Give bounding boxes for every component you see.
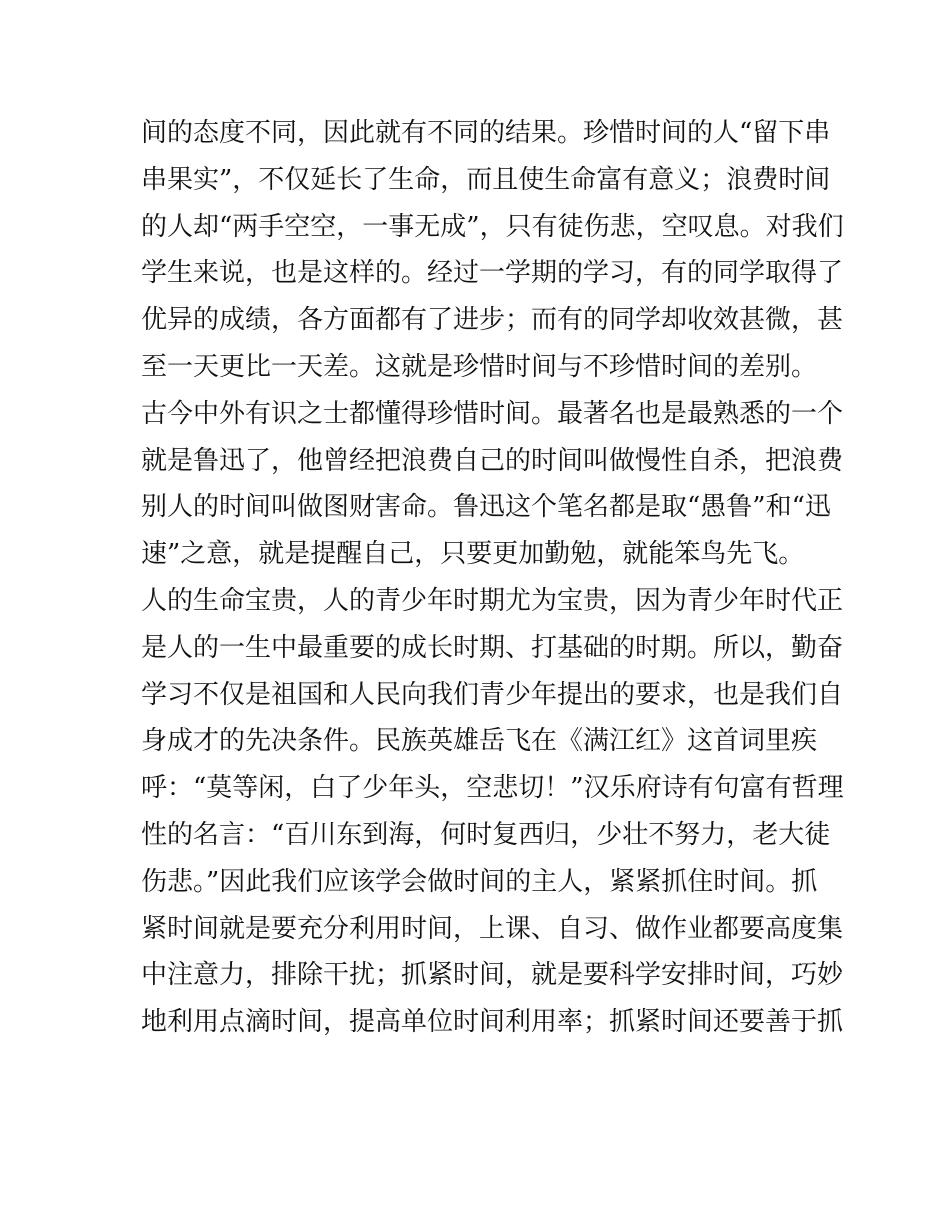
- text-line: 呼：“莫等闲，白了少年头，空悲切！”汉乐府诗有句富有哲理: [141, 773, 844, 804]
- text-line: 身成才的先决条件。民族英雄岳飞在《满江红》这首词里疾: [141, 726, 818, 757]
- body-text: [141, 110, 844, 1046]
- text-line: 学习不仅是祖国和人民向我们青少年提出的要求，也是我们自: [141, 679, 844, 710]
- text-line: 紧时间就是要充分利用时间，上课、自习、做作业都要高度集: [141, 913, 844, 944]
- text-line: 至一天更比一天差。这就是珍惜时间与不珍惜时间的差别。: [141, 351, 818, 382]
- text-line: 的人却“两手空空，一事无成”，只有徒伤悲，空叹息。对我们: [141, 211, 844, 242]
- text-line: 别人的时间叫做图财害命。鲁迅这个笔名都是取“愚鲁”和“迅: [141, 492, 831, 523]
- text-line: 间的态度不同，因此就有不同的结果。珍惜时间的人“留下串: [141, 118, 831, 148]
- text-line: 地利用点滴时间，提高单位时间利用率；抓紧时间还要善于抓: [141, 1007, 844, 1038]
- text-line: 古今中外有识之士都懂得珍惜时间。最著名也是最熟悉的一个: [141, 398, 844, 429]
- text-line: 伤悲。”因此我们应该学会做时间的主人，紧紧抓住时间。抓: [141, 866, 818, 897]
- text-line: 学生来说，也是这样的。经过一学期的学习，有的同学取得了: [141, 258, 844, 289]
- text-line: 优异的成绩，各方面都有了进步；而有的同学却收效甚微，甚: [141, 305, 844, 336]
- text-line: 性的名言：“百川东到海，何时复西归，少壮不努力，老大徒: [141, 819, 831, 850]
- text-line: 串果实”，不仅延长了生命，而且使生命富有意义；浪费时间: [141, 164, 831, 195]
- text-line: 速”之意，就是提醒自己，只要更加勤勉，就能笨鸟先飞。: [141, 539, 805, 570]
- text-line: 是人的一生中最重要的成长时期、打基础的时期。所以，勤奋: [141, 632, 844, 663]
- text-line: 就是鲁迅了，他曾经把浪费自己的时间叫做慢性自杀，把浪费: [141, 445, 844, 476]
- text-line: 中注意力，排除干扰；抓紧时间，就是要科学安排时间，巧妙: [141, 960, 844, 991]
- text-line: 人的生命宝贵，人的青少年时期尤为宝贵，因为青少年时代正: [141, 585, 844, 616]
